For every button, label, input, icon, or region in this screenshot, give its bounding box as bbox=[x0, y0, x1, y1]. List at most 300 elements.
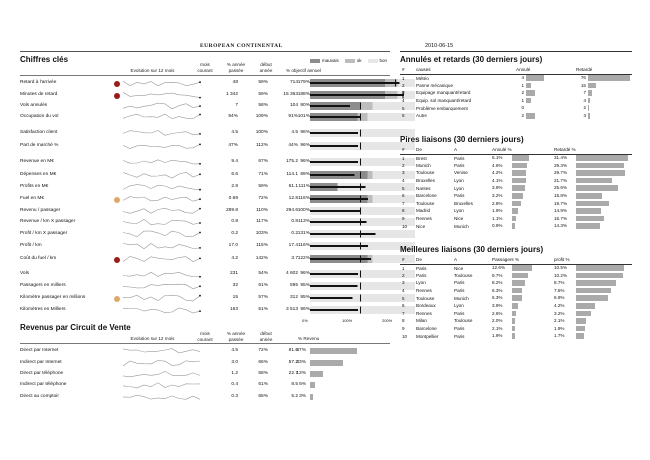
sparkline-line bbox=[123, 360, 200, 366]
metric1-bar bbox=[512, 216, 516, 222]
kpi-current: 32 bbox=[232, 283, 238, 288]
sparkline-end-dot bbox=[199, 133, 201, 135]
metric2-value: 19.7% bbox=[554, 200, 568, 206]
metric1-cell bbox=[490, 169, 552, 177]
kpi-year-start: 595 bbox=[289, 283, 298, 288]
sparkline bbox=[121, 346, 206, 356]
bullet-target bbox=[360, 208, 361, 215]
rank: 3 bbox=[402, 280, 405, 286]
metric1-bar bbox=[512, 288, 522, 294]
metric2-value: 10.5% bbox=[554, 265, 568, 271]
rank: 3 bbox=[402, 90, 405, 96]
delayed-count: 76 bbox=[580, 75, 586, 81]
route-from: Montpellier bbox=[416, 333, 439, 339]
kpi-row bbox=[20, 206, 390, 216]
channel-bar bbox=[310, 371, 323, 377]
kpi-year-start: 4.5 bbox=[291, 130, 298, 135]
kpi-title: Chiffres clés bbox=[20, 55, 69, 64]
report-date: 2010-06-15 bbox=[425, 43, 454, 49]
sparkline bbox=[121, 281, 206, 291]
cancelled-count: 2 bbox=[521, 90, 524, 96]
metric2-cell bbox=[552, 287, 632, 295]
channel-pct: 47% bbox=[296, 348, 306, 353]
kpi-row bbox=[20, 305, 390, 315]
metric1-value: 4.2% bbox=[492, 170, 503, 176]
kpi-prev-year: 110% bbox=[256, 208, 268, 213]
sparkline-end-dot bbox=[199, 105, 201, 107]
route-to: Nice bbox=[454, 216, 464, 222]
cancelled-bar bbox=[526, 90, 535, 96]
metric2-bar bbox=[576, 193, 602, 199]
bullet-target bbox=[360, 159, 361, 166]
metric1-value: 12.6% bbox=[492, 265, 506, 271]
metric1-value: 4.1% bbox=[492, 177, 503, 183]
bullet-value bbox=[310, 297, 353, 299]
metric1-bar bbox=[512, 170, 526, 176]
rank: 6 bbox=[402, 113, 405, 119]
bullet-value bbox=[310, 258, 371, 260]
delays-title: Annulés et retards (30 derniers jours) bbox=[400, 55, 543, 64]
kpi-prev-year: 115% bbox=[256, 243, 268, 248]
sparkline-line bbox=[123, 295, 200, 301]
kpi-label: Revenue / km X passager bbox=[20, 219, 76, 224]
delayed-bar bbox=[588, 83, 596, 89]
bullet-target bbox=[360, 172, 361, 179]
cancelled-bar bbox=[526, 113, 535, 119]
legend-label: mauvais bbox=[322, 58, 339, 63]
route-from: Milan bbox=[416, 318, 427, 324]
metric1-bar bbox=[512, 280, 525, 286]
channel-prev-year: 61% bbox=[258, 382, 268, 387]
sparkline-line bbox=[123, 92, 200, 97]
kpi-legend bbox=[310, 58, 393, 63]
channel-prev-year: 72% bbox=[258, 348, 268, 353]
metric2-value: 15.8% bbox=[554, 192, 568, 198]
cancelled-count: 0 bbox=[521, 105, 524, 111]
channel-pct: 3% bbox=[299, 394, 306, 399]
channel-col-pct: % Revenu bbox=[298, 336, 320, 341]
metric1-cell bbox=[490, 215, 552, 223]
metric1-value: 6.3% bbox=[492, 295, 503, 301]
sparkline bbox=[121, 369, 206, 379]
route-to: Lyon bbox=[454, 185, 464, 191]
metric1-value: 9.7% bbox=[492, 272, 503, 278]
metric1-cell bbox=[490, 192, 552, 200]
kpi-current: 48 bbox=[232, 80, 238, 85]
sparkline-line bbox=[123, 185, 200, 190]
legend-item-ok bbox=[345, 58, 362, 63]
metric1-value: 3.9% bbox=[492, 302, 503, 308]
metric1-bar bbox=[512, 273, 528, 279]
table-row bbox=[400, 112, 632, 120]
column-header: Annulé bbox=[514, 66, 574, 74]
route-from: Nice bbox=[416, 223, 426, 229]
kpi-objective-pct: 179% bbox=[297, 80, 310, 85]
metric1-bar bbox=[512, 201, 521, 207]
metric1-cell bbox=[490, 200, 552, 208]
alert-dot-icon bbox=[114, 296, 120, 302]
bullet-target bbox=[360, 196, 361, 203]
sparkline-line bbox=[123, 272, 200, 277]
kpi-objective-pct: 85% bbox=[300, 295, 310, 300]
bullet-value bbox=[310, 285, 358, 287]
rank: 9 bbox=[402, 326, 405, 332]
bullet-target bbox=[360, 231, 361, 238]
metric2-bar bbox=[576, 311, 591, 317]
kpi-col-prev: % année passée bbox=[226, 62, 246, 73]
metric2-cell bbox=[552, 215, 632, 223]
kpi-label: Minutes de retard bbox=[20, 92, 58, 97]
metric2-value: 6.9% bbox=[554, 295, 565, 301]
metric2-cell bbox=[552, 294, 632, 302]
route-from: Brest bbox=[416, 155, 427, 161]
sparkline bbox=[121, 78, 206, 88]
kpi-year-start: 61.1 bbox=[288, 184, 298, 189]
worst-routes-table bbox=[400, 146, 632, 230]
cancelled-cell bbox=[514, 97, 574, 105]
bullet-value bbox=[310, 233, 376, 235]
rank: 5 bbox=[402, 105, 405, 111]
bullet-value bbox=[310, 210, 360, 212]
kpi-year-start: 91% bbox=[288, 114, 298, 119]
bullet-target bbox=[360, 130, 361, 137]
column-header: De bbox=[414, 146, 452, 154]
route-to: Paris bbox=[454, 280, 465, 286]
kpi-current: 15 bbox=[232, 295, 238, 300]
column-header: # bbox=[400, 256, 414, 264]
best-routes-table bbox=[400, 256, 632, 340]
sparkline-end-dot bbox=[199, 310, 201, 312]
alert-dot-icon bbox=[114, 81, 120, 87]
cancelled-bar bbox=[526, 83, 531, 89]
channel-label: Indirect par téléphone bbox=[20, 382, 67, 387]
kpi-prev-year: 59% bbox=[258, 92, 268, 97]
axis-tick-0: 0% bbox=[302, 318, 308, 323]
bullet-chart bbox=[310, 230, 415, 238]
kpi-prev-year: 72% bbox=[258, 196, 268, 201]
sparkline-line bbox=[123, 371, 200, 377]
metric2-value: 7.5% bbox=[554, 287, 565, 293]
channel-col-spark: Evolution sur 12 mois bbox=[130, 336, 175, 341]
bullet-target bbox=[395, 80, 396, 87]
metric2-value: 2.1% bbox=[554, 318, 565, 324]
kpi-label: Retard à l'arrivée bbox=[20, 80, 57, 85]
delayed-cell bbox=[574, 82, 632, 90]
route-to: Venise bbox=[454, 170, 468, 176]
rank: 8 bbox=[402, 208, 405, 214]
kpi-year-start: 12.8 bbox=[288, 196, 298, 201]
sparkline-line bbox=[123, 231, 200, 237]
delayed-cell bbox=[574, 104, 632, 112]
alert-dot-icon bbox=[114, 257, 120, 263]
kpi-prev-year: 58% bbox=[258, 103, 268, 108]
legend-swatch bbox=[368, 59, 378, 63]
route-to: Munich bbox=[454, 223, 469, 229]
kpi-year-start: 312 bbox=[289, 295, 298, 300]
sparkline-end-dot bbox=[199, 97, 201, 99]
kpi-label: Vols annulés bbox=[20, 103, 48, 108]
kpi-row bbox=[20, 170, 390, 180]
cause: Autre bbox=[416, 113, 427, 119]
company-name: EUROPEAN CONTINENTAL bbox=[200, 43, 283, 49]
sparkline bbox=[121, 254, 206, 264]
channel-label: Direct par téléphone bbox=[20, 371, 64, 376]
cancelled-cell bbox=[514, 112, 574, 120]
cancelled-count: 2 bbox=[521, 112, 524, 118]
sparkline-line bbox=[123, 131, 200, 136]
delayed-count: 3 bbox=[583, 112, 586, 118]
channel-current: 0.3 bbox=[231, 394, 238, 399]
kpi-year-start: 175.2 bbox=[285, 159, 298, 164]
metric2-cell bbox=[552, 302, 632, 310]
sparkline-line bbox=[123, 144, 200, 148]
channel-current: 1.2 bbox=[231, 371, 238, 376]
metric1-bar bbox=[512, 295, 522, 301]
metric2-bar bbox=[576, 201, 609, 207]
metric2-bar bbox=[576, 318, 586, 324]
kpi-label: Profit / km bbox=[20, 243, 42, 248]
kpi-label: Occupation du vol bbox=[20, 114, 59, 119]
sparkline-end-dot bbox=[199, 232, 201, 234]
table-row bbox=[400, 162, 632, 170]
bullet-target bbox=[360, 143, 361, 150]
sparkline-end-dot bbox=[199, 285, 201, 287]
channel-prev-year: 58% bbox=[258, 371, 268, 376]
table-row bbox=[400, 222, 632, 230]
channel-row bbox=[20, 346, 390, 356]
kpi-objective-pct: 131% bbox=[297, 231, 310, 236]
kpi-prev-year: 100% bbox=[255, 130, 268, 135]
kpi-prev-year: 51% bbox=[258, 307, 268, 312]
metric1-value: 1.9% bbox=[492, 333, 503, 339]
channel-year-start: 22.7 bbox=[288, 371, 298, 376]
table-header bbox=[400, 146, 632, 154]
kpi-prev-year: 112% bbox=[256, 143, 268, 148]
metric1-cell bbox=[490, 287, 552, 295]
bullet-value bbox=[310, 82, 400, 84]
kpi-label: Satisfaction client bbox=[20, 130, 58, 135]
kpi-objective-pct: 122% bbox=[297, 256, 310, 261]
metric1-value: 8.2% bbox=[492, 280, 503, 286]
metric2-cell bbox=[552, 154, 632, 162]
metric1-value: 5.1% bbox=[492, 155, 503, 161]
sparkline-end-dot bbox=[199, 276, 201, 278]
metric1-cell bbox=[490, 294, 552, 302]
table-row bbox=[400, 89, 632, 97]
metric1-value: 3.9% bbox=[492, 185, 503, 191]
kpi-objective-pct: 116% bbox=[298, 243, 310, 248]
channel-col-current: mois courant bbox=[197, 331, 213, 342]
channel-header-rule bbox=[20, 343, 390, 344]
kpi-current: 17.0 bbox=[228, 243, 238, 248]
delayed-cell bbox=[574, 97, 632, 105]
kpi-current: 1 342 bbox=[225, 92, 238, 97]
metric2-cell bbox=[552, 192, 632, 200]
rank: 1 bbox=[402, 155, 405, 161]
kpi-label: Revenue en M€ bbox=[20, 159, 54, 164]
route-to: Bruxelles bbox=[454, 200, 473, 206]
cancelled-count: 1 bbox=[521, 97, 524, 103]
channel-col-start: début année bbox=[259, 331, 273, 342]
channel-bar bbox=[310, 394, 313, 400]
metric1-bar bbox=[512, 265, 532, 271]
table-row bbox=[400, 200, 632, 208]
metric1-cell bbox=[490, 302, 552, 310]
metric2-bar bbox=[576, 303, 595, 309]
kpi-row bbox=[20, 101, 390, 111]
legend-item-mauvais bbox=[310, 58, 339, 63]
rank: 4 bbox=[402, 288, 405, 294]
kpi-year-start: 3 513 bbox=[285, 307, 298, 312]
kpi-objective-pct: 89% bbox=[300, 172, 310, 177]
route-from: Paris bbox=[416, 265, 427, 271]
channel-row bbox=[20, 380, 390, 390]
metric2-cell bbox=[552, 200, 632, 208]
metric2-bar bbox=[576, 216, 604, 222]
bullet-value bbox=[310, 245, 368, 247]
kpi-current: 231 bbox=[229, 271, 238, 276]
metric2-cell bbox=[552, 264, 632, 272]
metric2-cell bbox=[552, 162, 632, 170]
kpi-current: 94% bbox=[228, 114, 238, 119]
kpi-current: 7 bbox=[235, 103, 238, 108]
sparkline bbox=[121, 380, 206, 390]
metric2-value: 1.9% bbox=[554, 325, 565, 331]
kpi-row bbox=[20, 254, 390, 264]
route-from: Paris bbox=[416, 272, 427, 278]
sparkline-end-dot bbox=[199, 163, 201, 165]
channel-current: 3.0 bbox=[231, 360, 238, 365]
sparkline bbox=[121, 128, 206, 138]
metric2-bar bbox=[576, 155, 628, 161]
metric2-cell bbox=[552, 317, 632, 325]
sparkline-end-dot bbox=[199, 81, 201, 83]
column-header: Retardé % bbox=[552, 146, 632, 154]
route-to: Munich bbox=[454, 295, 469, 301]
metric2-value: 1.7% bbox=[554, 333, 565, 339]
table-row bbox=[400, 310, 632, 318]
rank: 2 bbox=[402, 162, 405, 168]
cause: Equipage manquant/retard bbox=[416, 90, 471, 96]
kpi-row bbox=[20, 128, 390, 138]
sparkline bbox=[121, 293, 206, 303]
bullet-value bbox=[310, 132, 358, 134]
sparkline-line bbox=[123, 244, 200, 249]
sparkline-line bbox=[123, 172, 200, 178]
bullet-target bbox=[360, 114, 361, 121]
metric2-cell bbox=[552, 207, 632, 215]
kpi-prev-year: 61% bbox=[258, 283, 268, 288]
column-header: Passagers % bbox=[490, 256, 552, 264]
sparkline bbox=[121, 101, 206, 111]
kpi-current: 0.2 bbox=[231, 231, 238, 236]
route-to: Lyon bbox=[454, 178, 464, 184]
column-header: De bbox=[414, 256, 452, 264]
rank: 1 bbox=[402, 75, 405, 81]
bullet-target bbox=[360, 219, 361, 226]
metric1-cell bbox=[490, 264, 552, 272]
channel-year-start: 57.2 bbox=[288, 360, 298, 365]
kpi-label: Fuel en M€ bbox=[20, 196, 44, 201]
sparkline-line bbox=[123, 208, 200, 213]
table-row bbox=[400, 325, 632, 333]
kpi-prev-year: 117% bbox=[256, 219, 268, 224]
kpi-col-current: mois courant bbox=[197, 62, 213, 73]
sparkline-line bbox=[123, 219, 200, 224]
kpi-prev-year: 67% bbox=[258, 159, 268, 164]
channel-bar bbox=[310, 348, 357, 354]
route-to: Paris bbox=[454, 333, 465, 339]
route-to: Paris bbox=[454, 326, 465, 332]
channel-row bbox=[20, 392, 390, 402]
metric1-cell bbox=[490, 207, 552, 215]
metric1-value: 0.9% bbox=[492, 223, 503, 229]
kpi-row bbox=[20, 229, 390, 239]
metric2-bar bbox=[576, 185, 618, 191]
rank: 5 bbox=[402, 295, 405, 301]
table-row bbox=[400, 104, 632, 112]
metric1-value: 6.3% bbox=[492, 287, 503, 293]
column-header: # bbox=[400, 66, 414, 74]
metric2-value: 10.2% bbox=[554, 272, 568, 278]
kpi-current: 4.2 bbox=[231, 256, 238, 261]
route-from: Barcelone bbox=[416, 326, 437, 332]
sparkline-line bbox=[123, 197, 200, 202]
sparkline bbox=[121, 141, 206, 151]
sparkline-end-dot bbox=[199, 222, 201, 224]
metric2-bar bbox=[576, 326, 585, 332]
sparkline-end-dot bbox=[199, 198, 201, 200]
cause: Problème embarquement bbox=[416, 105, 468, 111]
route-from: Toulouse bbox=[416, 170, 435, 176]
channel-row bbox=[20, 358, 390, 368]
sparkline-line bbox=[123, 114, 200, 119]
metric2-bar bbox=[576, 208, 601, 214]
kpi-objective-pct: 96% bbox=[300, 159, 310, 164]
route-from: Munich bbox=[416, 162, 431, 168]
kpi-label: Coût du fuel / km bbox=[20, 256, 57, 261]
metric2-cell bbox=[552, 310, 632, 318]
kpi-objective-pct: 96% bbox=[300, 307, 310, 312]
metric1-bar bbox=[512, 155, 529, 161]
bullet-target bbox=[360, 295, 361, 302]
delayed-cell bbox=[574, 74, 632, 82]
metric1-bar bbox=[512, 193, 523, 199]
column-header: A bbox=[452, 146, 490, 154]
rank: 6 bbox=[402, 193, 405, 199]
metric2-value: 29.7% bbox=[554, 170, 568, 176]
sparkline bbox=[121, 206, 206, 216]
rank: 10 bbox=[402, 333, 408, 339]
channel-label: Direct par Internet bbox=[20, 348, 59, 353]
metric1-cell bbox=[490, 222, 552, 230]
kpi-year-start: 4 602 bbox=[285, 271, 298, 276]
delays-table bbox=[400, 66, 632, 120]
kpi-objective-pct: 96% bbox=[300, 143, 310, 148]
kpi-current: 9.4 bbox=[231, 159, 238, 164]
kpi-year-start: 0.2 bbox=[291, 231, 298, 236]
kpi-row bbox=[20, 281, 390, 291]
bullet-value bbox=[310, 161, 358, 163]
table-row bbox=[400, 215, 632, 223]
kpi-current: 2.8 bbox=[231, 184, 238, 189]
sparkline bbox=[121, 269, 206, 279]
kpi-row bbox=[20, 182, 390, 192]
sparkline-end-dot bbox=[199, 295, 201, 297]
metric2-bar bbox=[576, 265, 624, 271]
metric2-value: 3.2% bbox=[554, 310, 565, 316]
table-row bbox=[400, 192, 632, 200]
